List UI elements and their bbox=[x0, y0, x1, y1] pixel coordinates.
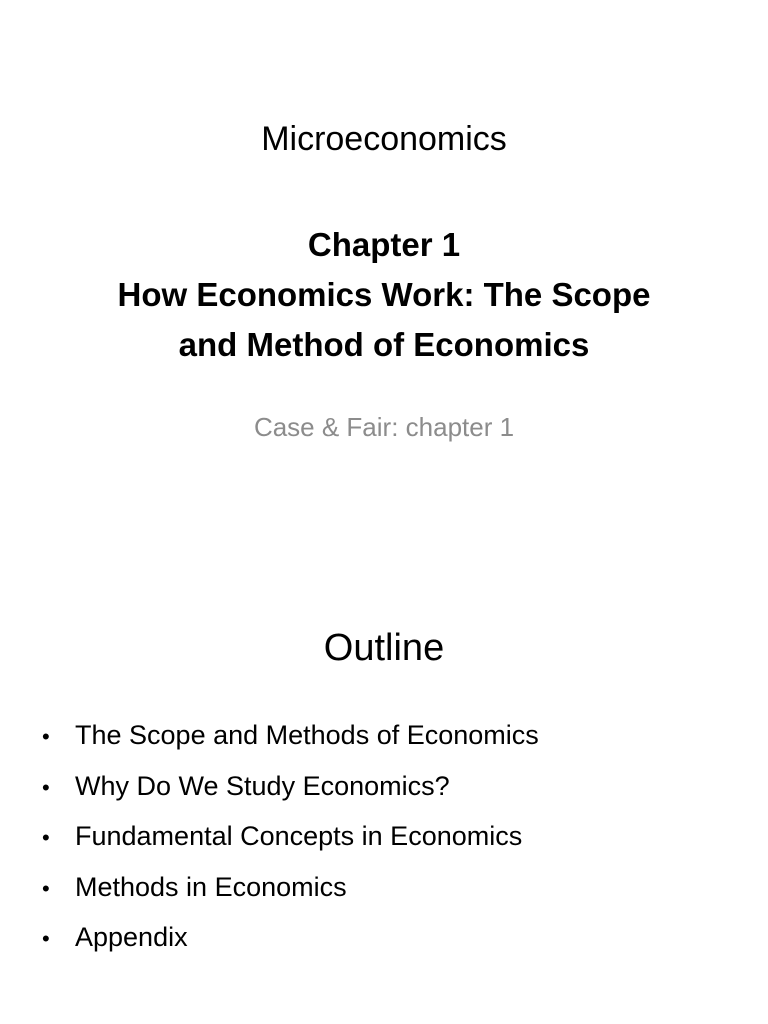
outline-slide bbox=[0, 512, 768, 1024]
outline-item-label: Why Do We Study Economics? bbox=[75, 770, 450, 801]
chapter-number: Chapter 1 bbox=[307, 226, 461, 263]
outline-item-label: Appendix bbox=[75, 922, 188, 952]
bullet-icon: • bbox=[42, 926, 50, 951]
bullet-icon: • bbox=[42, 724, 50, 749]
outline-item bbox=[42, 913, 539, 964]
chapter-title-line-2: and Method of Economics bbox=[178, 326, 590, 363]
outline-item-label: Methods in Economics bbox=[75, 871, 347, 902]
outline-item-label: The Scope and Methods of Economics bbox=[75, 720, 539, 750]
chapter-heading bbox=[0, 220, 768, 370]
outline-item bbox=[42, 863, 539, 914]
bullet-icon: • bbox=[42, 825, 50, 850]
outline-item-label: Fundamental Concepts in Economics bbox=[75, 821, 523, 851]
outline-item bbox=[42, 812, 539, 863]
outline-title: Outline bbox=[323, 627, 445, 669]
outline-list bbox=[42, 711, 539, 964]
course-title: Microeconomics bbox=[261, 120, 507, 158]
chapter-title-line-1: How Economics Work: The Scope bbox=[117, 276, 651, 313]
bullet-icon: • bbox=[42, 774, 50, 800]
outline-item bbox=[42, 762, 539, 813]
source-subtitle: Case & Fair: chapter 1 bbox=[253, 412, 515, 442]
bullet-icon: • bbox=[42, 875, 50, 901]
outline-item bbox=[42, 711, 539, 762]
